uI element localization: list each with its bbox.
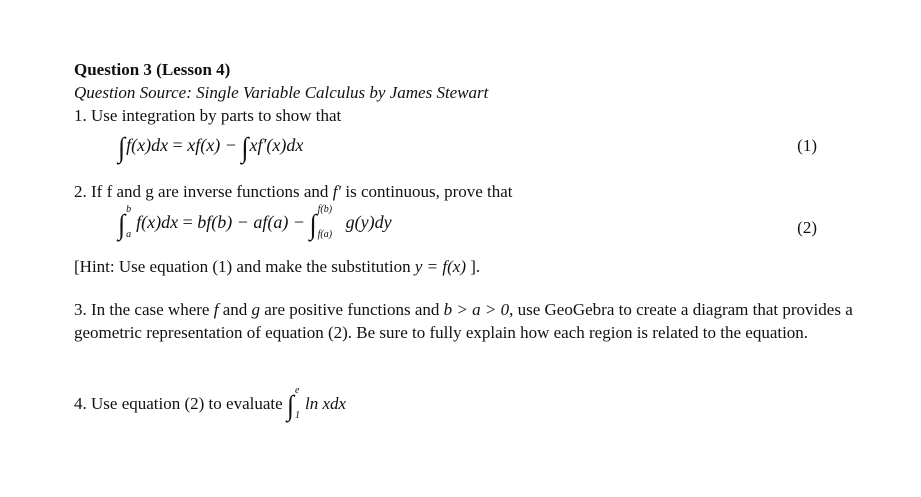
integral-sign: ∫ xyxy=(309,208,317,241)
lower-limit-fa: f(a) xyxy=(317,228,333,240)
integral-sign: ∫ xyxy=(118,208,126,241)
equation-1-rhs-b: xf′(x)dx xyxy=(249,135,304,155)
equation-2-mid: bf(b) − af(a) − xyxy=(197,212,310,232)
item-2-text xyxy=(74,181,513,203)
equation-1-rhs-a: xf(x) − xyxy=(187,135,242,155)
lower-limit-1: 1 xyxy=(295,410,301,422)
item-4-integrand: ln xdx xyxy=(305,394,347,413)
item-3-and: and xyxy=(218,300,252,319)
upper-limit-e: e xyxy=(295,385,300,397)
item-1-text: 1. Use integration by parts to show that xyxy=(74,106,342,125)
equation-1-lhs: f(x)dx xyxy=(126,135,169,155)
item-2-fprime: f′ xyxy=(332,182,342,201)
item-2-text-post: is continuous, prove that xyxy=(341,182,513,201)
equation-1-label: (1) xyxy=(797,136,817,155)
limits-1 xyxy=(126,203,136,240)
integral-sign: ∫ xyxy=(286,389,295,422)
item-4-text xyxy=(74,385,347,422)
question-source: Question Source: Single Variable Calculus by James Stewart xyxy=(74,83,489,102)
integral-sign: ∫ xyxy=(118,131,126,164)
equation-2-equals: = xyxy=(178,212,198,232)
equation-2-rhs: g(y)dy xyxy=(345,212,392,232)
upper-limit-b: b xyxy=(126,203,132,215)
question-title: Question 3 (Lesson 4) xyxy=(74,60,231,79)
item-4-pre: 4. Use equation (2) to evaluate xyxy=(74,394,287,413)
item-3-inequality: b > a > 0 xyxy=(443,300,510,319)
hint-math: y = f(x) xyxy=(414,257,466,276)
item-3-f: f xyxy=(213,300,219,319)
item-2-text-pre: 2. If f and g are inverse functions and xyxy=(74,182,333,201)
limits-4 xyxy=(295,385,305,422)
equation-2-lhs: f(x)dx xyxy=(136,212,179,232)
equation-2-label: (2) xyxy=(797,218,817,237)
equation-1 xyxy=(118,133,303,163)
limits-2 xyxy=(317,203,346,240)
item-3-pre: 3. In the case where xyxy=(74,300,214,319)
item-3-g: g xyxy=(251,300,260,319)
lower-limit-a: a xyxy=(126,228,132,240)
item-3-mid: are positive functions and xyxy=(260,300,444,319)
item-3-post: , use GeoGebra to create a diagram that provides a geometric representation of equation (2). Be sure to fully explain how each region is related to the equation. xyxy=(74,300,853,342)
hint-text xyxy=(74,256,480,278)
equation-2 xyxy=(118,203,392,241)
upper-limit-fb: f(b) xyxy=(317,203,333,215)
item-3-text xyxy=(74,298,864,344)
hint-pre: [Hint: Use equation (1) and make the substitution xyxy=(74,257,415,276)
equation-1-equals: = xyxy=(168,135,188,155)
hint-end: ]. xyxy=(466,257,481,276)
integral-sign: ∫ xyxy=(241,131,249,164)
